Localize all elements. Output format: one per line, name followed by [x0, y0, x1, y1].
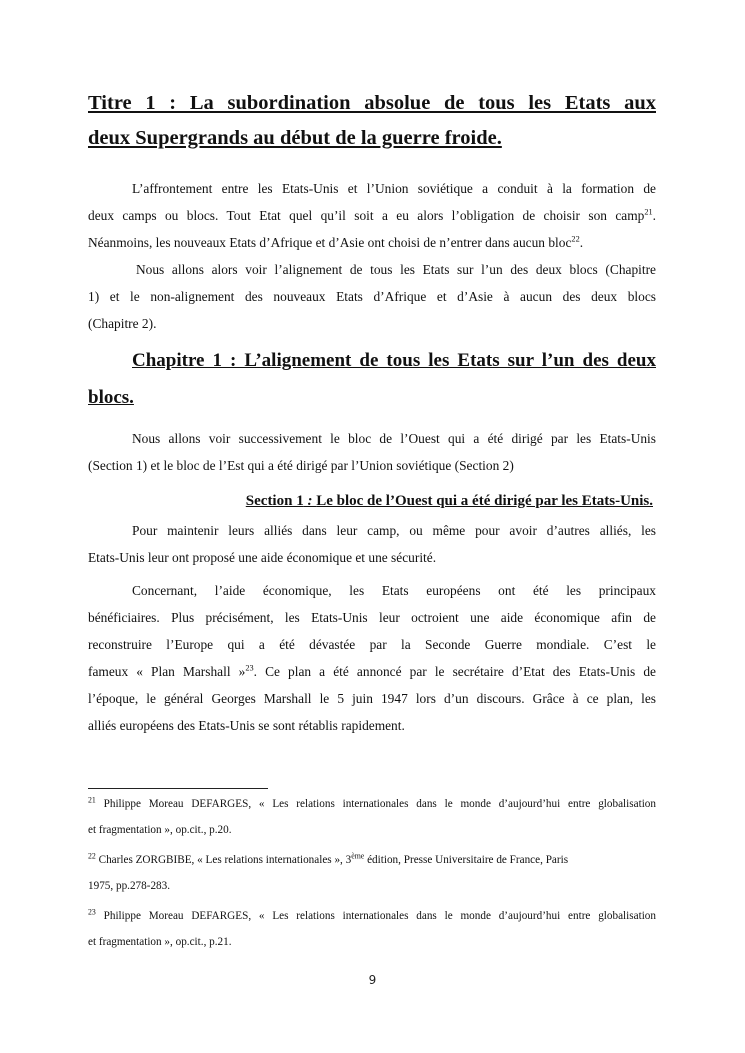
section-title: Le bloc de l’Ouest qui a été dirigé par les Etats-Unis. [316, 493, 653, 509]
plan-paragraph [88, 256, 656, 337]
footnote-22-number: 22 [88, 851, 96, 861]
footnote-21-line-2: et fragmentation », op.cit., p.20. [88, 824, 232, 836]
chapter-heading [88, 342, 656, 416]
title-heading [88, 86, 656, 156]
footnote-23-line-1: $^{23}$ Philippe Moreau DEFARGES, « Les relations internationales dans le monde d’aujourd’hui entre globalisation [88, 907, 656, 922]
chapter-line-1: Chapitre 1 : L’alignement de tous les Etats sur l’un des deux [132, 350, 656, 371]
intro-line-2: deux camps ou blocs. Tout Etat quel qu’il soit a eu alors l’obligation de choisir son camp$^{21}$. [88, 207, 656, 223]
footnote-ref-22[interactable]: 22 [571, 234, 580, 244]
intro-line-3: Néanmoins, les nouveaux Etats d’Afrique et d’Asie ont choisi de n’entrer dans aucun bloc$^{22}$. [88, 234, 584, 250]
marshall-paragraph [88, 577, 656, 739]
title-line-1: Titre 1 : La subordination absolue de tous les Etats aux [88, 92, 656, 114]
footnote-21-number: 21 [88, 795, 96, 805]
footnote-23 [88, 903, 656, 955]
footnote-22-line-2: 1975, pp.278-283. [88, 880, 171, 892]
allies-paragraph [88, 517, 656, 571]
footnote-23-line-2: et fragmentation », op.cit., p.21. [88, 936, 232, 948]
footnote-ref-23[interactable]: 23 [245, 663, 254, 673]
chapter-intro-line-2: (Section 1) et le bloc de l’Est qui a été dirigé par l’Union soviétique (Section 2) [88, 458, 514, 473]
page-number: 9 [368, 973, 377, 987]
footnote-ref-21[interactable]: 21 [644, 207, 653, 217]
footnote-22 [88, 847, 656, 899]
intro-line-1: L’affrontement entre les Etats-Unis et l’Union soviétique a conduit à la formation de [132, 181, 656, 196]
allies-line-1: Pour maintenir leurs alliés dans leur camp, ou même pour avoir d’autres alliés, les [132, 523, 656, 538]
marshall-line-3: reconstruire l’Europe qui a été dévastée par la Seconde Guerre mondiale. C’est le [88, 637, 656, 652]
footnote-separator [88, 788, 268, 789]
section-heading [88, 490, 656, 512]
footnote-23-number: 23 [88, 907, 96, 917]
chapter-intro-line-1: Nous allons voir successivement le bloc de l’Ouest qui a été dirigé par les Etats-Unis [132, 431, 656, 446]
section-label: Section 1 [245, 493, 304, 509]
plan-line-3: (Chapitre 2). [88, 316, 157, 331]
chapter-intro-paragraph [88, 425, 656, 479]
title-line-2: deux Supergrands au début de la guerre froide. [88, 127, 502, 149]
footnote-21-line-1: $^{21}$ Philippe Moreau DEFARGES, « Les relations internationales dans le monde d’aujourd’hui entre globalisation [88, 795, 656, 810]
marshall-line-1: Concernant, l’aide économique, les Etats européens ont été les principaux [132, 583, 656, 598]
marshall-line-2: bénéficiaires. Plus précisément, les Etats-Unis leur octroient une aide économique afin de [88, 610, 656, 625]
footnote-22-line-1: $^{22}$ Charles ZORGBIBE, « Les relations internationales », 3ème édition, Presse Universitaire de France, Paris [88, 851, 569, 866]
plan-line-2: 1) et le non-alignement des nouveaux Etats d’Afrique et d’Asie à aucun des deux blocs [88, 289, 656, 304]
marshall-line-6: alliés européens des Etats-Unis se sont rétablis rapidement. [88, 718, 405, 733]
edition-superscript: ème [351, 851, 365, 861]
plan-line-1: Nous allons alors voir l’alignement de tous les Etats sur l’un des deux blocs (Chapitre [136, 262, 656, 277]
chapter-line-2: blocs. [88, 387, 134, 408]
section-separator: : [303, 493, 317, 509]
marshall-line-4: fameux « Plan Marshall »$^{23}$. Ce plan a été annoncé par le secrétaire d’Etat des Etats-Unis de [88, 663, 656, 679]
footnote-21 [88, 791, 656, 843]
allies-line-2: Etats-Unis leur ont proposé une aide économique et une sécurité. [88, 550, 437, 565]
intro-paragraph [88, 175, 656, 256]
marshall-line-5: l’époque, le général Georges Marshall le 5 juin 1947 lors d’un discours. Grâce à ce plan, les [88, 691, 656, 706]
